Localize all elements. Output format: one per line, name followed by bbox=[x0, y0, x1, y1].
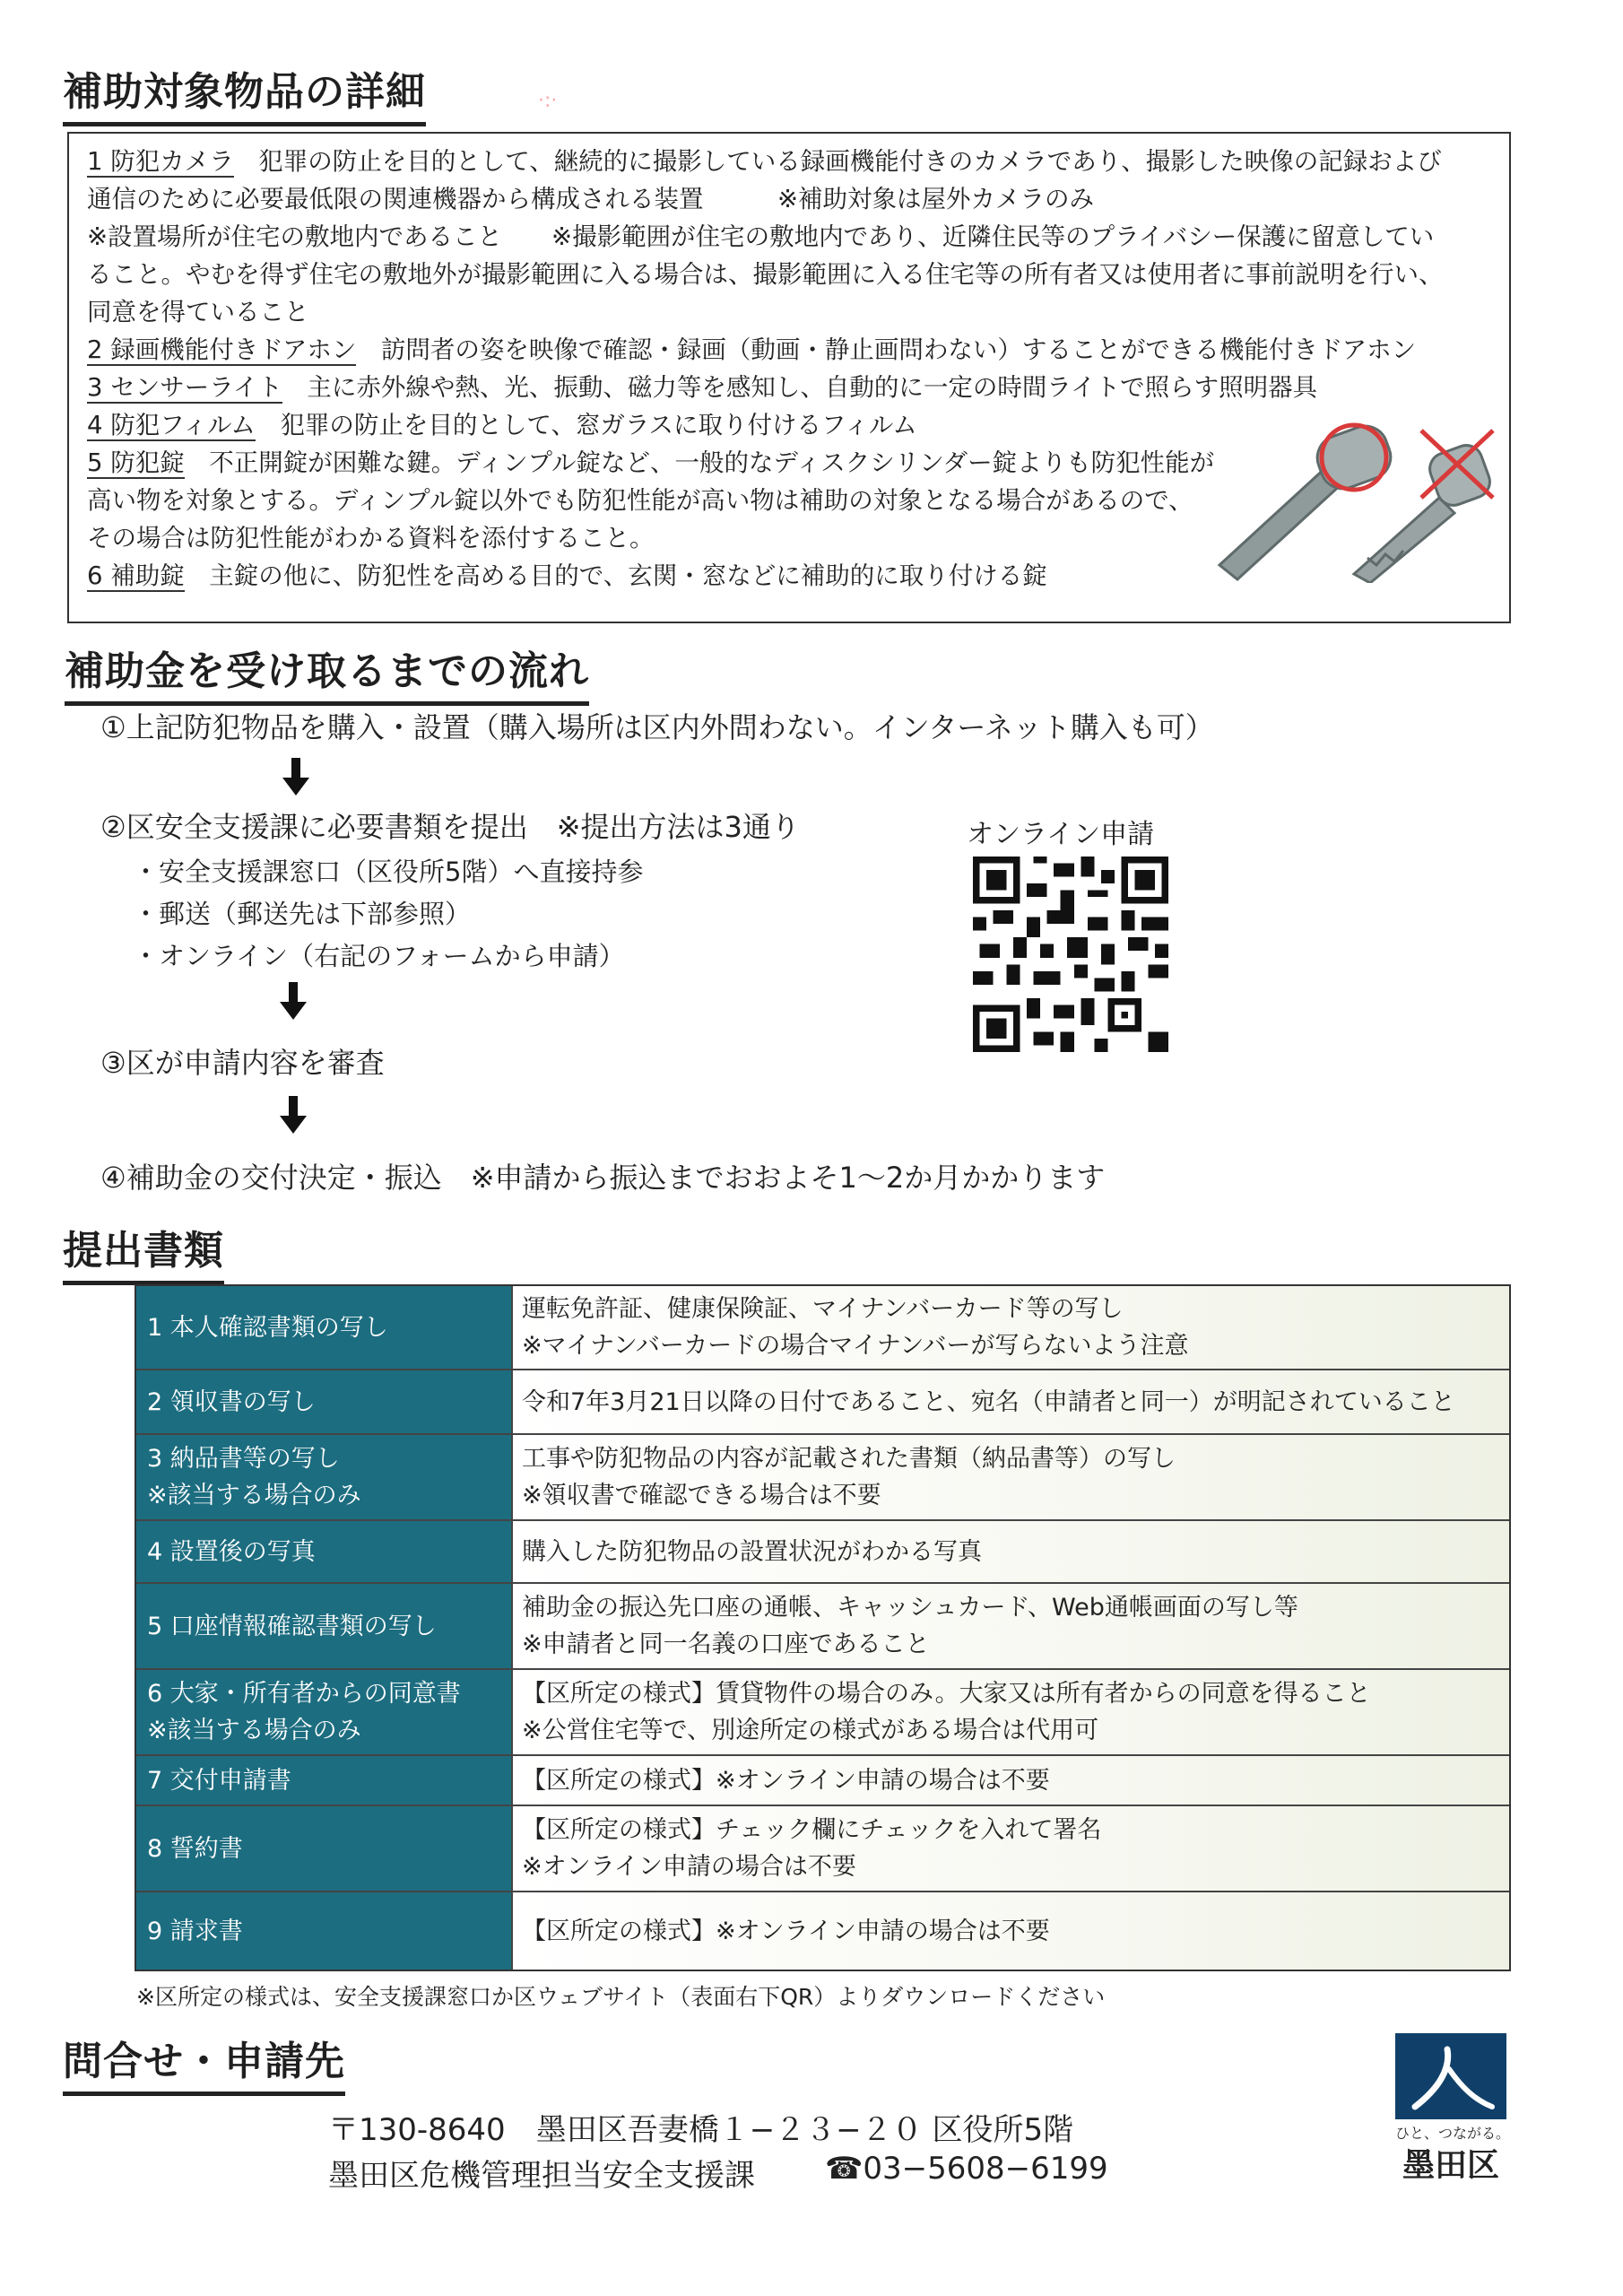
documents-table bbox=[135, 1284, 1511, 1971]
logo-mark-icon bbox=[1395, 2033, 1506, 2119]
table-cell-desc bbox=[511, 1892, 1509, 1970]
doc-desc: 【区所定の様式】賃貸物件の場合のみ。大家又は所有者からの同意を得ること bbox=[522, 1680, 1371, 1708]
doc-name: 2 領収書の写し bbox=[147, 1387, 316, 1416]
doc-name: 7 交付申請書 bbox=[147, 1766, 291, 1795]
item-camera-line-4: ること。やむを得ず住宅の敷地外が撮影範囲に入る場合は、撮影範囲に入る住宅等の所有者又は使用者に事前説明を行い、 bbox=[87, 260, 1444, 289]
item-sensor-light-text: 主に赤外線や熱、光、振動、磁力等を感知し、自動的に一定の時間ライトで照らす照明器具 bbox=[307, 373, 1318, 402]
table-cell-desc bbox=[511, 1670, 1509, 1754]
logo-name: 墨田区 bbox=[1402, 2146, 1499, 2184]
item-doorphone-text: 訪問者の姿を映像で確認・録画（動画・静止画問わない）することができる機能付きドアホン bbox=[380, 335, 1417, 364]
doc-desc: 補助金の振込先口座の通帳、キャッシュカード、Web通帳画面の写し等 bbox=[522, 1594, 1298, 1622]
item-film-label: 4 防犯フィルム bbox=[87, 411, 256, 439]
qr-label: オンライン申請 bbox=[967, 819, 1155, 850]
doc-name: 3 納品書等の写し bbox=[147, 1445, 340, 1473]
table-row bbox=[136, 1805, 1509, 1891]
doc-name: 6 大家・所有者からの同意書 bbox=[147, 1680, 461, 1708]
table-cell-doc bbox=[136, 1756, 511, 1805]
section-title-contact: 問合せ・申請先 bbox=[63, 2029, 345, 2096]
doc-name: 1 本人確認書類の写し bbox=[147, 1313, 388, 1342]
item-sensor-light-label: 3 センサーライト bbox=[87, 373, 282, 402]
table-row bbox=[136, 1519, 1509, 1582]
logo-tagline: ひと、つながる。 bbox=[1395, 2125, 1511, 2142]
flow-method-counter: ・安全支援課窓口（区役所5階）へ直接持参 bbox=[133, 857, 644, 887]
item-lock-label: 5 防犯錠 bbox=[87, 448, 185, 477]
flow-method-mail: ・郵送（郵送先は下部参照） bbox=[133, 899, 472, 929]
table-cell-doc bbox=[136, 1892, 511, 1970]
item-camera-text: 犯罪の防止を目的として、継続的に撮影している録画機能付きのカメラであり、撮影した映像の記録および bbox=[258, 147, 1442, 176]
doc-name: 5 口座情報確認書類の写し bbox=[147, 1612, 437, 1640]
contact-department: 墨田区危機管理担当安全支援課 bbox=[328, 2158, 755, 2194]
item-lock-line-3: その場合は防犯性能がわかる資料を添付すること。 bbox=[87, 524, 655, 552]
section-title-flow: 補助金を受け取るまでの流れ bbox=[65, 639, 589, 706]
table-cell-doc bbox=[136, 1670, 511, 1754]
item-sensor-light bbox=[87, 369, 1317, 406]
doc-desc: 令和7年3月21日以降の日付であること、宛名（申請者と同一）が明記されていること bbox=[522, 1387, 1455, 1416]
down-arrow-icon bbox=[282, 758, 309, 797]
item-camera-line-3: ※設置場所が住宅の敷地内であること ※撮影範囲が住宅の敷地内であり、近隣住民等のプライバシー保護に留意してい bbox=[87, 222, 1435, 251]
item-aux-lock-text: 主錠の他に、防犯性を高める目的で、玄関・窓などに補助的に取り付ける錠 bbox=[209, 561, 1047, 590]
flow-step-4: ④補助金の交付決定・振込 ※申請から振込までおおよそ1～2か月かかります bbox=[100, 1161, 1106, 1195]
table-row bbox=[136, 1369, 1509, 1433]
table-row bbox=[136, 1754, 1509, 1805]
item-film bbox=[87, 406, 917, 444]
item-camera-line-2: 通信のために必要最低限の関連機器から構成される装置 ※補助対象は屋外カメラのみ bbox=[87, 185, 1095, 213]
table-cell-doc bbox=[136, 1584, 511, 1668]
item-aux-lock-label: 6 補助錠 bbox=[87, 561, 185, 590]
dimple-key-icon bbox=[1219, 420, 1397, 579]
down-arrow-icon bbox=[280, 1096, 307, 1135]
section-title-documents: 提出書類 bbox=[63, 1218, 224, 1285]
table-cell-desc bbox=[511, 1435, 1509, 1519]
contact-address: 〒130-8640 墨田区吾妻橋１−２３−２０ 区役所5階 bbox=[328, 2112, 1074, 2148]
flow-method-online: ・オンライン（右記のフォームから申請） bbox=[133, 941, 625, 971]
table-row bbox=[136, 1891, 1509, 1970]
down-arrow-icon bbox=[280, 982, 307, 1022]
doc-desc: ※マイナンバーカードの場合マイナンバーが写らないよう注意 bbox=[522, 1332, 1189, 1360]
table-cell-doc bbox=[136, 1806, 511, 1891]
doc-desc: 運転免許証、健康保険証、マイナンバーカード等の写し bbox=[522, 1295, 1124, 1323]
doc-name-note: ※該当する場合のみ bbox=[147, 1717, 361, 1744]
doc-desc: 【区所定の様式】※オンライン申請の場合は不要 bbox=[522, 1766, 1050, 1795]
sumida-logo bbox=[1395, 2033, 1506, 2119]
doc-desc: ※領収書で確認できる場合は不要 bbox=[522, 1482, 881, 1509]
table-cell-doc bbox=[136, 1435, 511, 1519]
table-cell-desc bbox=[511, 1521, 1509, 1582]
item-lock-text: 不正開錠が困難な鍵。ディンプル錠など、一般的なディスクシリンダー錠よりも防犯性能が bbox=[209, 448, 1215, 477]
item-lock bbox=[87, 444, 1214, 482]
table-row bbox=[136, 1433, 1509, 1519]
table-cell-desc bbox=[511, 1584, 1509, 1668]
keys-illustration bbox=[1202, 413, 1497, 583]
item-camera-label: 1 防犯カメラ bbox=[87, 147, 234, 176]
doc-desc: 【区所定の様式】チェック欄にチェックを入れて署名 bbox=[522, 1816, 1102, 1844]
faint-stamp-mark: ·:· bbox=[538, 90, 558, 112]
item-doorphone-label: 2 録画機能付きドアホン bbox=[87, 335, 357, 364]
doc-name: 8 誓約書 bbox=[147, 1834, 243, 1863]
table-row bbox=[136, 1668, 1509, 1754]
table-footnote: ※区所定の様式は、安全支援課窓口か区ウェブサイト（表面右下QR）よりダウンロードください bbox=[136, 1984, 1106, 2010]
item-film-text: 犯罪の防止を目的として、窓ガラスに取り付けるフィルム bbox=[280, 411, 917, 439]
doc-name: 9 請求書 bbox=[147, 1917, 243, 1945]
item-camera-line-1 bbox=[87, 143, 1442, 180]
table-row bbox=[136, 1286, 1509, 1369]
table-cell-doc bbox=[136, 1370, 511, 1433]
item-lock-line-2: 高い物を対象とする。ディンプル錠以外でも防犯性能が高い物は補助の対象となる場合があるので、 bbox=[87, 486, 1193, 515]
table-cell-doc bbox=[136, 1286, 511, 1369]
table-cell-desc bbox=[511, 1756, 1509, 1805]
doc-desc: 購入した防犯物品の設置状況がわかる写真 bbox=[522, 1537, 982, 1566]
section-title-items: 補助対象物品の詳細 bbox=[63, 59, 426, 126]
doc-desc: 工事や防犯物品の内容が記載された書類（納品書等）の写し bbox=[522, 1445, 1176, 1473]
doc-name: 4 設置後の写真 bbox=[147, 1537, 316, 1566]
doc-name-note: ※該当する場合のみ bbox=[147, 1482, 361, 1509]
doc-desc: ※公営住宅等で、別途所定の様式がある場合は代用可 bbox=[522, 1717, 1099, 1744]
table-cell-desc bbox=[511, 1806, 1509, 1891]
flow-step-1: ①上記防犯物品を購入・設置（購入場所は区内外問わない。インターネット購入も可） bbox=[100, 710, 1214, 744]
flow-step-2: ②区安全支援課に必要書類を提出 ※提出方法は3通り bbox=[100, 810, 800, 844]
item-doorphone bbox=[87, 331, 1416, 369]
flow-step-3: ③区が申請内容を審査 bbox=[100, 1046, 385, 1080]
contact-phone: ☎03−5608−6199 bbox=[825, 2151, 1108, 2187]
table-row bbox=[136, 1582, 1509, 1668]
table-cell-desc bbox=[511, 1370, 1509, 1433]
table-cell-desc bbox=[511, 1286, 1509, 1369]
doc-desc: ※申請者と同一名義の口座であること bbox=[522, 1631, 930, 1658]
doc-desc: ※オンライン申請の場合は不要 bbox=[522, 1853, 856, 1881]
qr-code-icon[interactable] bbox=[973, 857, 1168, 1052]
table-cell-doc bbox=[136, 1521, 511, 1582]
item-camera-line-5: 同意を得ていること bbox=[87, 298, 309, 326]
doc-desc: 【区所定の様式】※オンライン申請の場合は不要 bbox=[522, 1917, 1050, 1945]
item-aux-lock bbox=[87, 557, 1047, 595]
